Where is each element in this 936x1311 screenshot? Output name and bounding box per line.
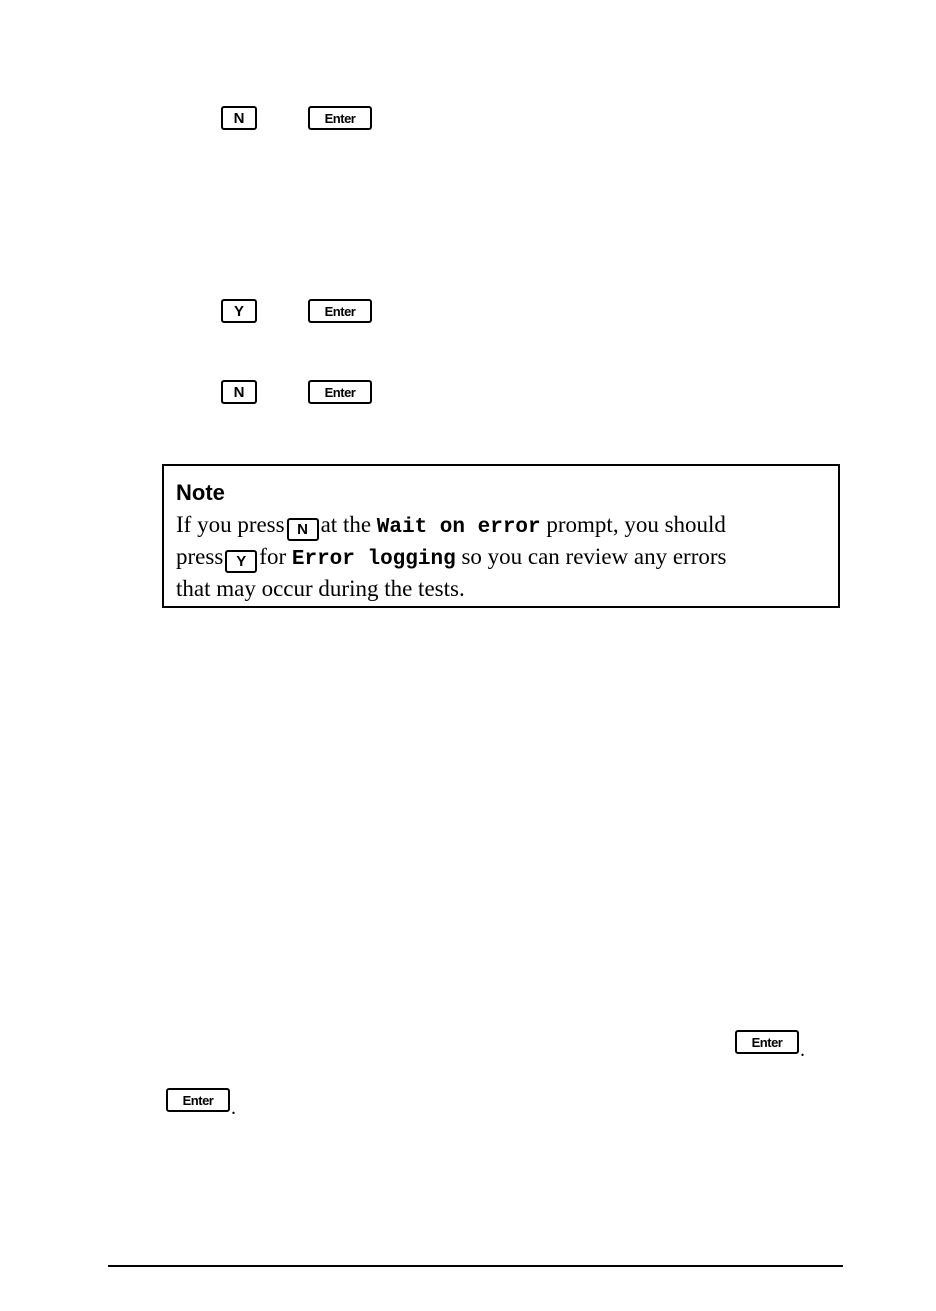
note-line-3: that may occur during the tests. bbox=[176, 576, 465, 601]
note-text: at the bbox=[320, 512, 372, 537]
wait-on-error-code: Wait on error bbox=[376, 516, 541, 539]
period: . bbox=[231, 1097, 236, 1119]
enter-key bbox=[308, 299, 372, 323]
footer-rule bbox=[108, 1265, 843, 1267]
enter-key bbox=[735, 1030, 799, 1054]
note-text: prompt, you should bbox=[546, 512, 726, 537]
note-text: for bbox=[259, 544, 287, 569]
y-key bbox=[225, 550, 257, 573]
enter-key bbox=[308, 106, 372, 130]
note-text: so you can review any errors bbox=[461, 544, 727, 569]
note-box bbox=[162, 464, 840, 608]
period: . bbox=[800, 1039, 805, 1061]
y-key bbox=[221, 299, 257, 323]
enter-key-label: Enter bbox=[751, 1034, 783, 1050]
note-text: If you press bbox=[176, 512, 285, 537]
enter-key-label: Enter bbox=[182, 1092, 214, 1108]
y-key-label: Y bbox=[236, 553, 247, 570]
enter-key-label: Enter bbox=[324, 303, 356, 319]
note-title: Note bbox=[176, 480, 225, 505]
enter-key bbox=[308, 380, 372, 404]
n-key bbox=[221, 106, 257, 130]
n-key-label: N bbox=[297, 521, 309, 538]
note-line-2 bbox=[176, 542, 828, 574]
n-key-label: N bbox=[233, 383, 245, 401]
n-key bbox=[287, 518, 319, 541]
enter-key bbox=[166, 1088, 230, 1112]
n-key-label: N bbox=[233, 109, 245, 127]
enter-key-label: Enter bbox=[324, 384, 356, 400]
enter-key-label: Enter bbox=[324, 110, 356, 126]
note-text: press bbox=[176, 544, 224, 569]
note-line-1 bbox=[176, 510, 828, 542]
n-key bbox=[221, 380, 257, 404]
error-logging-code: Error logging bbox=[291, 548, 456, 571]
y-key-label: Y bbox=[233, 302, 244, 320]
note-body bbox=[176, 510, 828, 603]
